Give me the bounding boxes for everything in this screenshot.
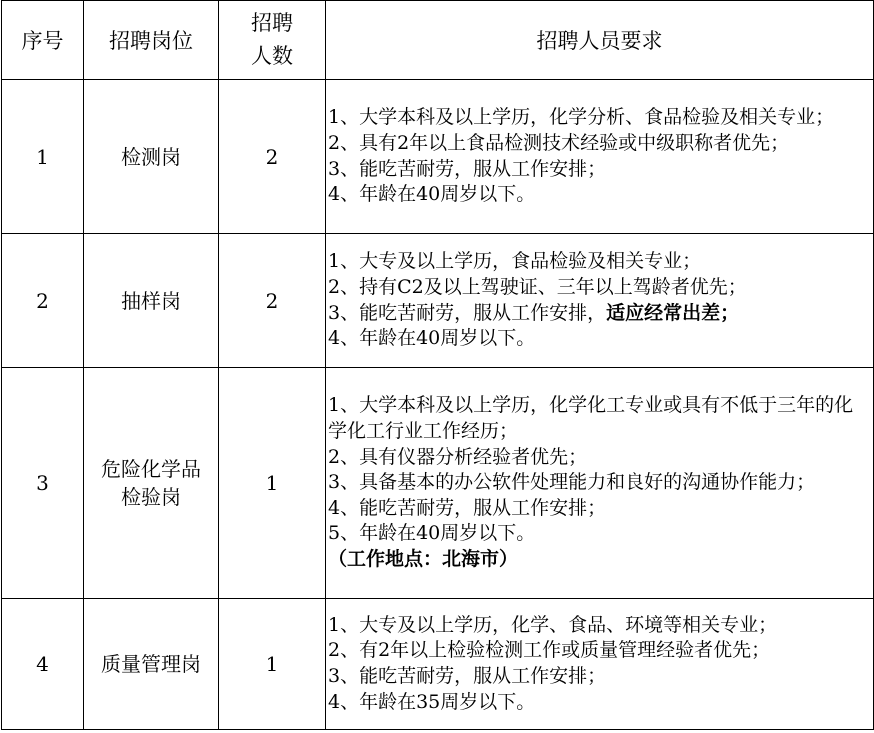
table-row [2,234,874,368]
row-seq: 2 [2,234,84,368]
row-position-line2: 检验岗 [121,485,181,509]
row-count: 1 [219,599,326,730]
header-count-line2: 人数 [251,44,293,68]
requirement-item: 4、年龄在35周岁以下。 [328,690,536,713]
row-position-line1: 危险化学品 [101,457,201,481]
header-count-line1: 招聘 [251,11,293,35]
table-header-row [2,1,874,80]
row-count: 2 [219,234,326,368]
table-row [2,80,874,234]
requirement-item: 1、大学本科及以上学历，化学化工专业或具有不低于三年的化学化工行业工作经历； [328,394,854,443]
row-requirements [326,80,874,234]
row-seq: 4 [2,599,84,730]
row-requirements [326,599,874,730]
requirement-item: 1、大专及以上学历，食品检验及相关专业； [328,250,702,273]
header-seq: 序号 [2,1,84,80]
header-position: 招聘岗位 [84,1,219,80]
requirement-item: 4、能吃苦耐劳，服从工作安排； [328,496,607,519]
requirement-text: 3、能吃苦耐劳，服从工作安排， [328,301,607,324]
requirement-item: 2、有2年以上检验检测工作或质量管理经验者优先； [328,639,771,662]
row-position: 质量管理岗 [84,599,219,730]
header-count [219,1,326,80]
requirement-item: 3、能吃苦耐劳，服从工作安排； [328,157,607,180]
row-seq: 3 [2,368,84,599]
requirement-item: 3、具备基本的办公软件处理能力和良好的沟通协作能力； [328,471,816,494]
row-requirements [326,368,874,599]
work-location-note [328,547,871,573]
header-requirements: 招聘人员要求 [326,1,874,80]
requirement-item: 5、年龄在40周岁以下。 [328,522,536,545]
requirement-item: 4、年龄在40周岁以下。 [328,183,536,206]
row-seq: 1 [2,80,84,234]
requirement-item [328,301,871,327]
requirement-item: 2、具有仪器分析经验者优先； [328,445,588,468]
table-row [2,368,874,599]
requirement-item: 1、大专及以上学历，化学、食品、环境等相关专业； [328,613,778,636]
row-position: 检测岗 [84,80,219,234]
requirement-item: 2、具有2年以上食品检测技术经验或中级职称者优先； [328,131,790,154]
row-requirements [326,234,874,368]
table-row [2,599,874,730]
work-location-text: （工作地点：北海市） [328,547,519,570]
requirement-item: 3、能吃苦耐劳，服从工作安排； [328,665,607,687]
recruitment-table [1,0,874,730]
row-position [84,368,219,599]
requirement-emphasis: 适应经常出差； [606,301,740,324]
requirement-item: 1、大学本科及以上学历，化学分析、食品检验及相关专业； [328,106,835,129]
requirement-item: 2、持有C2及以上驾驶证、三年以上驾龄者优先； [328,275,747,298]
row-count: 1 [219,368,326,599]
row-position: 抽样岗 [84,234,219,368]
requirement-item: 4、年龄在40周岁以下。 [328,327,536,350]
row-count: 2 [219,80,326,234]
